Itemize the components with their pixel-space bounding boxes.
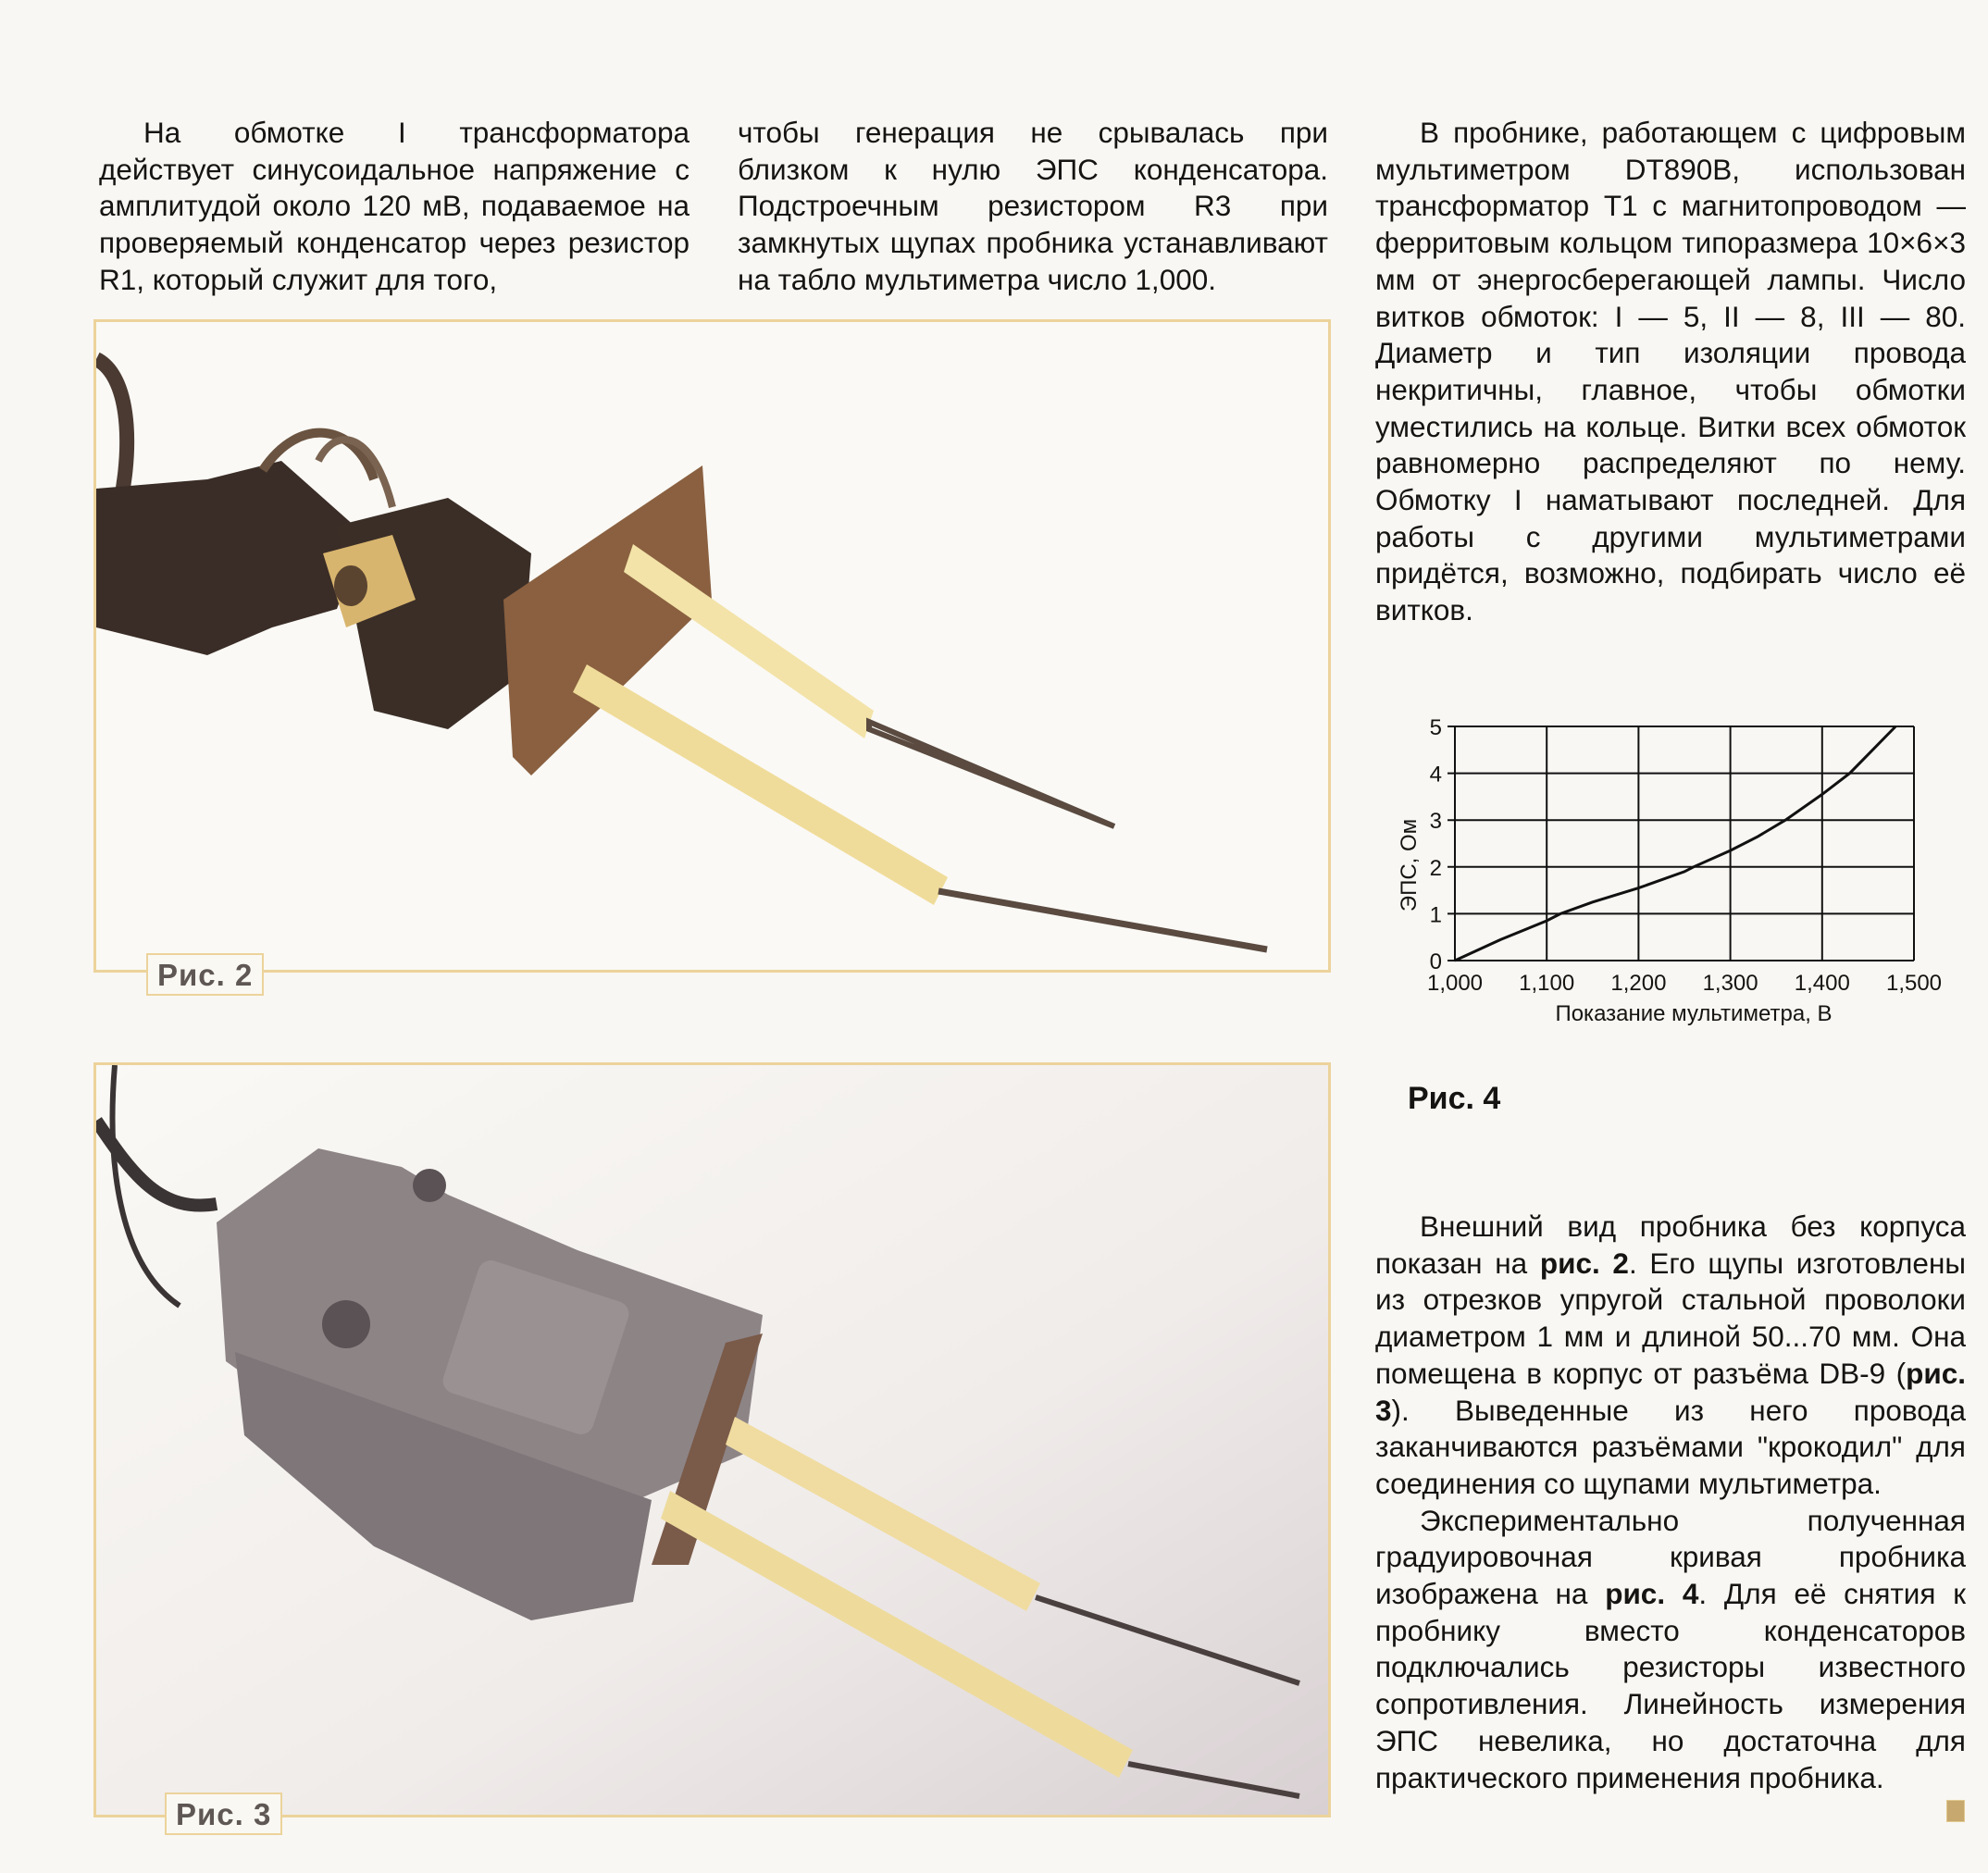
x-tick-label: 1,400 [1794, 971, 1850, 996]
probe-sleeve-2 [573, 664, 948, 905]
x-tick-label: 1,100 [1519, 971, 1575, 996]
figure-reference: рис. 2 [1539, 1246, 1629, 1280]
probe-tip-2 [938, 891, 1267, 949]
x-tick-label: 1,000 [1426, 971, 1484, 996]
paragraph: В пробнике, работающем с цифровым мультиметром DT890B, использован трансформатор Т1 с магнитопроводом — ферритовым кольцом типоразмера 10×6×3 мм от энергосберегающей лампы. Число витков обмоток: I — 5, II — 8, III — 80. Диаметр и тип изоляции провода некритичны, главное, чтобы обмотки уместились на кольце. Витки всех обмоток равномерно распределяют по нему. Обмотку I наматывают последней. Для работы с другими мультиметрами придётся, возможно, подбирать число её витков. [1375, 116, 1966, 627]
screw-icon [322, 1300, 370, 1348]
x-tick-labels [1427, 971, 1942, 996]
text-run: Экспериментально полученная градуировочная кривая пробника изображена на [1375, 1503, 1966, 1611]
paragraph [1375, 1209, 1966, 1503]
figure-3-photo [93, 1062, 1331, 1817]
paragraph [1375, 1503, 1966, 1797]
clip-shape [96, 461, 365, 655]
screw-icon [413, 1169, 446, 1202]
y-tick-label: 4 [1429, 762, 1442, 788]
text-column-1 [99, 115, 690, 299]
text-run: . Для её снятия к пробнику вместо конденсаторов подключались резисторы известного сопротивления. Линейность измерения ЭПС невелика, но достаточна для практического применения пробника. [1375, 1577, 1966, 1794]
y-tick-label: 3 [1429, 809, 1442, 835]
text-column-3-top [1375, 115, 1966, 629]
text-run: Внешний вид пробника без корпуса показан на [1375, 1209, 1966, 1280]
figure-4-chart [1388, 703, 1962, 1036]
y-tick-labels [1430, 715, 1442, 974]
probe-tip-1 [869, 722, 1114, 826]
x-tick-label: 1,200 [1610, 971, 1667, 996]
text-run: . Его щупы изготовлены из отрезков упругой стальной проволоки диаметром 1 мм и длиной 50...70 мм. Она помещена в корпус от разъёма DB-9 ( [1375, 1246, 1966, 1390]
db9-probe-photo [96, 1065, 1328, 1815]
calibration-chart [1388, 703, 1962, 1036]
figure-2-caption: Рис. 2 [146, 953, 264, 996]
text-column-2 [738, 115, 1328, 299]
figure-reference: рис. 3 [1375, 1356, 1966, 1427]
text-run: ). Выведенные из него провода заканчиваются разъёмами "крокодил" для соединения со щупами мультиметра. [1375, 1393, 1966, 1500]
figure-3-caption: Рис. 3 [165, 1792, 282, 1835]
x-tick-label: 1,500 [1885, 971, 1943, 996]
figure-reference: рис. 4 [1605, 1577, 1699, 1611]
paragraph: На обмотке I трансформатора действует синусоидальное напряжение с амплитудой около 120 мВ, подаваемое на проверяемый конденсатор через резистор R1, который служит для того, [99, 116, 690, 296]
y-tick-label: 5 [1429, 715, 1442, 740]
x-tick-label: 1,300 [1702, 971, 1758, 996]
probe-board-photo [96, 322, 1328, 970]
x-axis-label: Показание мультиметра, В [1555, 1001, 1833, 1026]
text-column-3-bottom [1375, 1209, 1966, 1796]
paragraph: чтобы генерация не срывалась при близком к нулю ЭПС конденсатора. Подстроечным резистором R3 при замкнутых щупах пробника устанавливают на табло мультиметра число 1,000. [738, 116, 1328, 296]
calibration-curve [1455, 726, 1895, 961]
figure-4-caption: Рис. 4 [1408, 1081, 1501, 1116]
chart-grid [1448, 726, 1914, 961]
y-axis-label: ЭПС, Ом [1397, 818, 1422, 912]
y-tick-label: 0 [1429, 949, 1442, 974]
y-tick-label: 2 [1429, 855, 1442, 881]
figure-2-photo [93, 319, 1331, 973]
article-end-mark-icon [1946, 1800, 1965, 1822]
y-tick-label: 1 [1429, 902, 1442, 928]
